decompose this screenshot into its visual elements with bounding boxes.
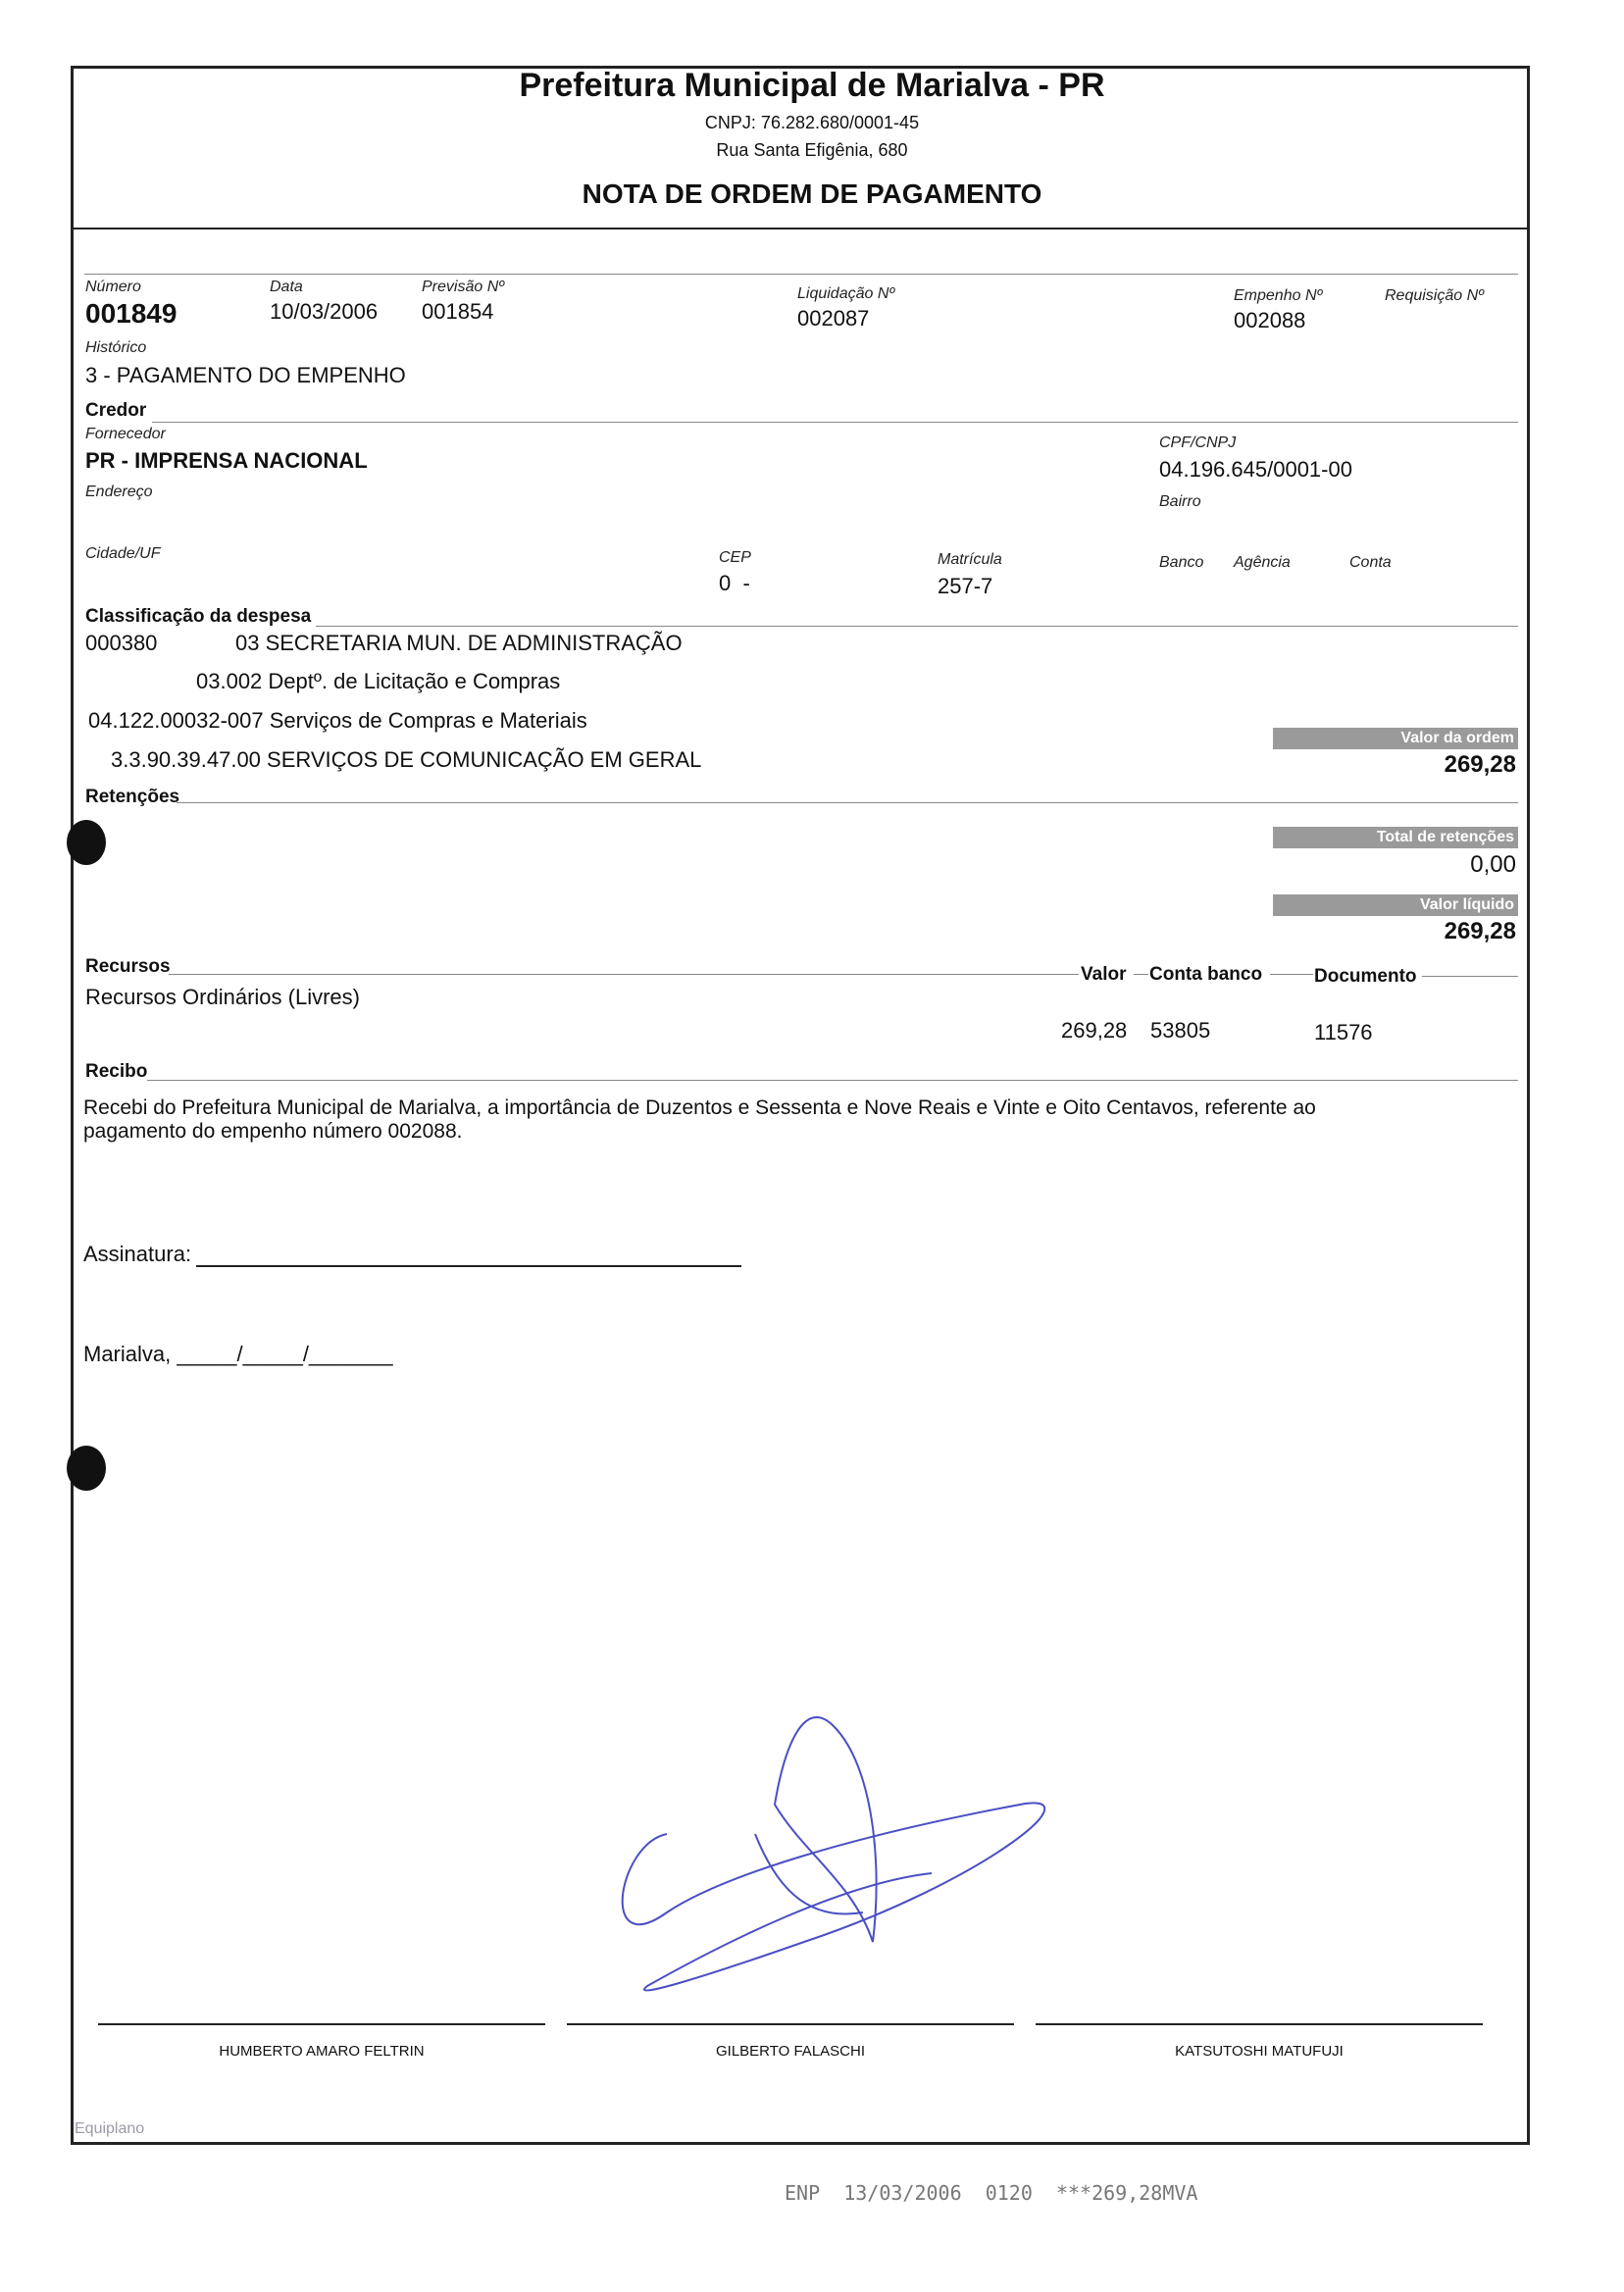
cnpj-line: CNPJ: 76.282.680/0001-45 xyxy=(704,113,920,132)
bairro-label: Bairro xyxy=(1159,493,1201,510)
cep-label: CEP xyxy=(719,549,751,566)
handwritten-signature xyxy=(608,1706,1059,2020)
conta-label: Conta xyxy=(1349,554,1392,571)
fornecedor-value: PR - IMPRENSA NACIONAL xyxy=(85,448,368,473)
banco-label: Banco xyxy=(1159,554,1204,571)
punch-hole-top xyxy=(67,820,106,865)
recursos-valor: 269,28 xyxy=(1061,1018,1128,1043)
valor-ordem-bar xyxy=(1273,728,1518,749)
data-label: Data xyxy=(270,279,303,295)
numero-label: Número xyxy=(85,279,141,295)
equiplano-brand: Equiplano xyxy=(75,2120,145,2137)
address-line: Rua Santa Efigênia, 680 xyxy=(716,140,908,160)
matricula-value: 257-7 xyxy=(938,574,993,598)
total-retencoes-label: Total de retenções xyxy=(1376,829,1514,845)
empenho-value: 002088 xyxy=(1234,308,1306,332)
retencoes-section-title: Retenções xyxy=(85,787,180,807)
total-retencoes-bar xyxy=(1273,827,1518,848)
empenho-label: Empenho Nº xyxy=(1234,287,1323,304)
classificacao-section-title: Classificação da despesa xyxy=(85,606,312,627)
document-title: NOTA DE ORDEM DE PAGAMENTO xyxy=(582,178,1042,209)
local-data-line: Marialva, _____/_____/_______ xyxy=(83,1342,393,1366)
cpf-label: CPF/CNPJ xyxy=(1159,434,1237,451)
recursos-valor-label: Valor xyxy=(1081,964,1127,985)
recibo-section-title: Recibo xyxy=(85,1061,148,1082)
recibo-text-line2: pagamento do empenho número 002088. xyxy=(83,1120,463,1143)
recursos-conta-label: Conta banco xyxy=(1149,964,1263,985)
payment-stamp: ENP 13/03/2006 0120 ***269,28MVA xyxy=(785,2181,1198,2205)
total-retencoes-value: 0,00 xyxy=(1470,851,1516,878)
classificacao-programa: 04.122.00032-007 Serviços de Compras e Materiais xyxy=(88,708,587,733)
signature-line-1 xyxy=(98,2023,545,2025)
valor-liquido-label: Valor líquido xyxy=(1419,896,1514,913)
credor-section-title: Credor xyxy=(85,400,147,421)
liquidacao-value: 002087 xyxy=(797,306,870,331)
previsao-label: Previsão Nº xyxy=(422,279,505,295)
requisicao-label: Requisição Nº xyxy=(1385,287,1484,304)
recursos-section-title: Recursos xyxy=(85,956,171,977)
header-divider xyxy=(73,228,1528,229)
recursos-documento-label: Documento xyxy=(1314,966,1417,987)
classificacao-code: 000380 xyxy=(85,631,158,655)
retencoes-line xyxy=(177,802,1518,803)
recursos-line-b xyxy=(1134,974,1148,975)
matricula-label: Matrícula xyxy=(938,551,1002,568)
recibo-text-line1: Recebi do Prefeitura Municipal de Marialva, a importância de Duzentos e Sessenta e Nove Reais e Vinte e Oito Centavos, referente ao xyxy=(83,1096,1316,1119)
classificacao-secretaria: 03 SECRETARIA MUN. DE ADMINISTRAÇÃO xyxy=(235,631,683,655)
recibo-line xyxy=(147,1080,1518,1081)
assinatura-label: Assinatura: xyxy=(83,1242,192,1266)
credor-line xyxy=(152,422,1518,423)
endereco-label: Endereço xyxy=(85,484,153,500)
cep-value: 0 - xyxy=(719,571,750,595)
recursos-descricao: Recursos Ordinários (Livres) xyxy=(85,985,360,1009)
classificacao-departamento: 03.002 Deptº. de Licitação e Compras xyxy=(196,669,561,693)
fornecedor-label: Fornecedor xyxy=(85,426,166,442)
recursos-conta: 53805 xyxy=(1150,1018,1211,1043)
liquidacao-label: Liquidação Nº xyxy=(797,285,895,302)
cpf-value: 04.196.645/0001-00 xyxy=(1159,457,1352,482)
valor-liquido-bar xyxy=(1273,894,1518,916)
cidade-label: Cidade/UF xyxy=(85,545,161,562)
assinatura-line xyxy=(196,1265,741,1267)
recursos-documento: 11576 xyxy=(1314,1020,1373,1044)
previsao-value: 001854 xyxy=(422,299,494,324)
valor-liquido-value: 269,28 xyxy=(1444,918,1516,944)
numero-value: 001849 xyxy=(85,298,178,329)
historico-label: Histórico xyxy=(85,339,147,356)
valor-ordem-value: 269,28 xyxy=(1444,751,1516,778)
valor-ordem-label: Valor da ordem xyxy=(1400,730,1514,746)
classificacao-natureza: 3.3.90.39.47.00 SERVIÇOS DE COMUNICAÇÃO EM GERAL xyxy=(111,747,702,772)
agencia-label: Agência xyxy=(1234,554,1291,571)
municipality-title: Prefeitura Municipal de Marialva - PR xyxy=(519,67,1105,104)
signatory-1: HUMBERTO AMARO FELTRIN xyxy=(219,2043,425,2060)
signature-line-2 xyxy=(567,2023,1014,2025)
data-value: 10/03/2006 xyxy=(270,299,379,324)
signatory-2: GILBERTO FALASCHI xyxy=(716,2043,865,2060)
punch-hole-bottom xyxy=(67,1446,106,1491)
fields-top-line xyxy=(84,274,1518,275)
recursos-line-d xyxy=(1422,976,1518,977)
classificacao-line xyxy=(316,626,1518,627)
recursos-line-a xyxy=(169,974,1079,975)
historico-value: 3 - PAGAMENTO DO EMPENHO xyxy=(85,363,406,387)
signature-line-3 xyxy=(1036,2023,1483,2025)
recursos-line-c xyxy=(1270,974,1313,975)
signatory-3: KATSUTOSHI MATUFUJI xyxy=(1175,2043,1344,2060)
